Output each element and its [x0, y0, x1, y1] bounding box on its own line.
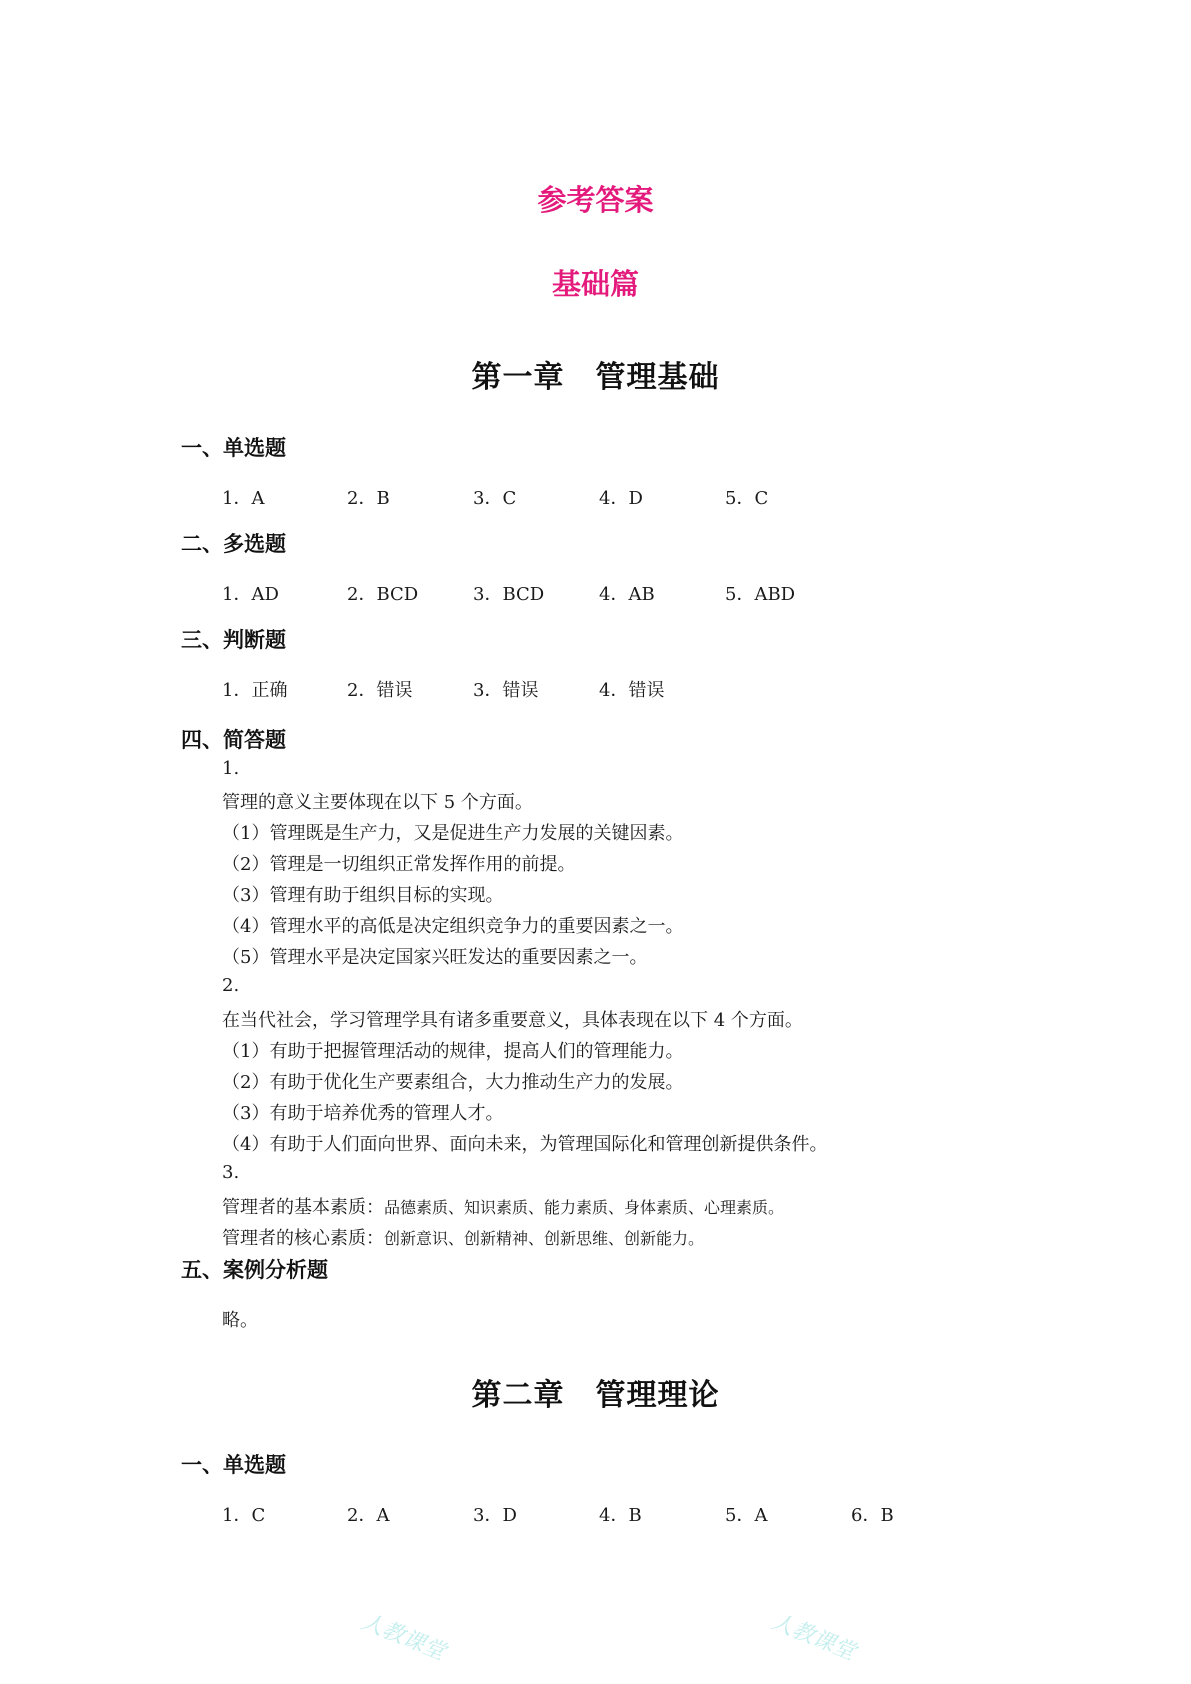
q1-item: （5）管理水平是决定国家兴旺发达的重要因素之一。	[222, 947, 648, 968]
q1-number: 1.	[222, 758, 240, 779]
watermark-logo: 人教课堂	[357, 1609, 449, 1666]
q1-item: （4）管理水平的高低是决定组织竞争力的重要因素之一。	[222, 916, 684, 937]
answer-item: 5．C	[725, 488, 769, 509]
ch1-case-title: 五、案例分析题	[181, 1258, 328, 1282]
q3-text: 品德素质、知识素质、能力素质、身体素质、心理素质。	[384, 1198, 785, 1217]
q1-item: （1）管理既是生产力，又是促进生产力发展的关键因素。	[222, 823, 684, 844]
answer-item: 4．错误	[599, 680, 665, 701]
q3-line	[222, 1224, 704, 1250]
answer-item: 2．BCD	[347, 584, 419, 605]
q1-item: （3）管理有助于组织目标的实现。	[222, 885, 504, 906]
ch1-multi-choice-title: 二、多选题	[181, 532, 286, 556]
chapter1-heading: 第一章 管理基础	[471, 360, 720, 395]
answer-item: 5．A	[725, 1505, 768, 1526]
q2-item: （2）有助于优化生产要素组合，大力推动生产力的发展。	[222, 1072, 684, 1093]
q1-item: （2）管理是一切组织正常发挥作用的前提。	[222, 854, 576, 875]
answer-item: 6．B	[851, 1505, 894, 1526]
answer-item: 4．B	[599, 1505, 642, 1526]
answer-item: 5．ABD	[725, 584, 796, 605]
answer-item: 1．AD	[222, 584, 279, 605]
answer-item: 1．正确	[222, 680, 288, 701]
chapter2-heading: 第二章 管理理论	[471, 1378, 720, 1413]
page-subtitle: 基础篇	[551, 267, 639, 301]
q2-item: （3）有助于培养优秀的管理人才。	[222, 1103, 504, 1124]
q1-intro: 管理的意义主要体现在以下 5 个方面。	[222, 792, 533, 813]
q3-label: 管理者的核心素质：	[222, 1228, 384, 1249]
q3-text: 创新意识、创新精神、创新思维、创新能力。	[384, 1229, 705, 1248]
ch1-judge-title: 三、判断题	[181, 628, 286, 652]
answer-item: 1．C	[222, 1505, 266, 1526]
page-title: 参考答案	[537, 183, 654, 217]
ch2-single-choice-title: 一、单选题	[181, 1453, 286, 1477]
answer-item: 2．A	[347, 1505, 390, 1526]
answer-item: 3．D	[473, 1505, 517, 1526]
case-answer: 略。	[222, 1310, 258, 1331]
ch1-multi-choice-answers	[0, 580, 1191, 606]
answer-item: 4．D	[599, 488, 643, 509]
q2-item: （1）有助于把握管理活动的规律，提高人们的管理能力。	[222, 1041, 684, 1062]
q3-label: 管理者的基本素质：	[222, 1197, 384, 1218]
answer-item: 3．错误	[473, 680, 539, 701]
ch1-single-choice-answers	[0, 484, 1191, 510]
answer-item: 2．错误	[347, 680, 413, 701]
answer-item: 3．BCD	[473, 584, 545, 605]
q3-number: 3.	[222, 1162, 240, 1183]
answer-item: 4．AB	[599, 584, 655, 605]
q3-line	[222, 1193, 784, 1219]
answer-item: 1．A	[222, 488, 265, 509]
ch1-judge-answers	[0, 676, 1191, 702]
q2-item: （4）有助于人们面向世界、面向未来，为管理国际化和管理创新提供条件。	[222, 1134, 828, 1155]
answer-item: 2．B	[347, 488, 390, 509]
answer-item: 3．C	[473, 488, 517, 509]
ch1-single-choice-title: 一、单选题	[181, 436, 286, 460]
q2-intro: 在当代社会，学习管理学具有诸多重要意义，具体表现在以下 4 个方面。	[222, 1010, 803, 1031]
ch2-single-choice-answers	[0, 1501, 1191, 1527]
watermark-logo: 人教课堂	[767, 1609, 859, 1666]
ch1-short-answer-title: 四、简答题	[181, 728, 286, 752]
q2-number: 2.	[222, 975, 240, 996]
